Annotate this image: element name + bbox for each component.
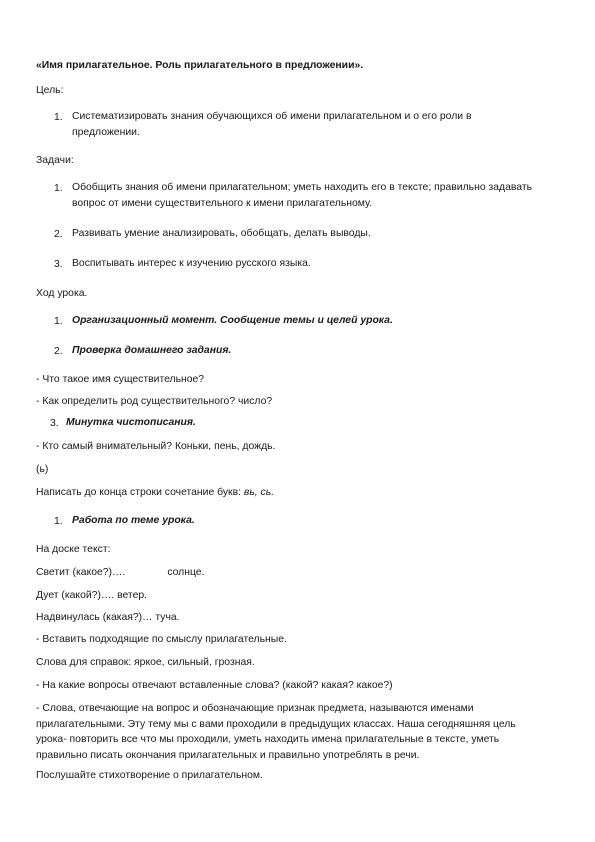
stage-number: 1.	[54, 316, 63, 327]
goal-line: предложении.	[72, 126, 140, 138]
goal-number: 1.	[54, 112, 63, 123]
writing-task-letters: вь, сь.	[243, 487, 275, 498]
question-line: - Что такое имя существительное?	[36, 374, 205, 385]
question-line: - На какие вопросы отвечают вставленные слова? (какой? какая? какое?)	[36, 680, 393, 691]
insert-task-line: - Вставить подходящие по смыслу прилагательные.	[36, 634, 287, 645]
question-line: - Как определить род существительного? число?	[36, 396, 273, 407]
task-line: Развивать умение анализировать, обобщать, делать выводы.	[72, 228, 371, 239]
explanation-line: - Слова, отвечающие на вопрос и обозначающие признак предмета, называются именами	[36, 703, 474, 714]
stage-number: 3.	[50, 418, 59, 429]
explanation-line: прилагательными. Эту тему мы с вами проходили в предыдущих классах. Наша сегодняшняя цель	[36, 718, 516, 730]
explanation-line: урока- повторить все что мы проходили, уметь находить имена прилагательные в тексте, уметь	[36, 734, 500, 746]
sentence-line: Надвинулась (какая?)… туча.	[36, 612, 180, 623]
explanation-line: правильно писать окончания прилагательных и правильно употреблять в речи.	[36, 749, 420, 761]
explanation-paragraph	[36, 701, 516, 763]
task-number: 3.	[54, 259, 63, 270]
board-text-label: На доске текст:	[36, 544, 111, 555]
stage-number: 2.	[54, 346, 63, 357]
task-number: 2.	[54, 229, 63, 240]
writing-task	[36, 486, 274, 499]
stage-heading: Организационный момент. Сообщение темы и целей урока.	[72, 315, 393, 326]
goal-label: Цель:	[36, 85, 64, 96]
sentence-part: Светит (какое?)….	[36, 567, 126, 578]
lesson-flow-label: Ход урока.	[36, 288, 88, 299]
stage-heading: Минутка чистописания.	[66, 417, 196, 428]
sentence-part: солнце.	[167, 567, 205, 578]
tasks-label: Задачи:	[36, 155, 74, 166]
poem-intro-line: Послушайте стихотворение о прилагательном.	[36, 770, 263, 781]
task-line: Воспитывать интерес к изучению русского языка.	[72, 258, 311, 269]
goal-text	[72, 109, 471, 140]
reference-words-line: Слова для справок: яркое, сильный, грозная.	[36, 657, 255, 668]
soft-sign-line: (ь)	[36, 464, 49, 475]
sentence-line	[36, 566, 204, 579]
attention-line: - Кто самый внимательный? Коньки, пень, дождь.	[36, 441, 276, 452]
stage-heading: Проверка домашнего задания.	[72, 345, 232, 356]
task-text	[72, 180, 532, 211]
stage-number: 1.	[54, 516, 63, 527]
task-line: Обобщить знания об имени прилагательном; уметь находить его в тексте; правильно задавать	[72, 182, 533, 193]
sentence-line: Дует (какой?)…. ветер.	[36, 590, 148, 601]
writing-task-text: Написать до конца строки сочетание букв:	[36, 487, 244, 498]
task-number: 1.	[54, 183, 63, 194]
stage-heading: Работа по теме урока.	[72, 515, 195, 526]
task-line: вопрос от имени существительного к имени прилагательному.	[72, 197, 373, 209]
goal-line: Систематизировать знания обучающихся об имени прилагательном и о его роли в	[72, 111, 472, 122]
lesson-title: «Имя прилагательное. Роль прилагательного в предложении».	[36, 60, 364, 71]
